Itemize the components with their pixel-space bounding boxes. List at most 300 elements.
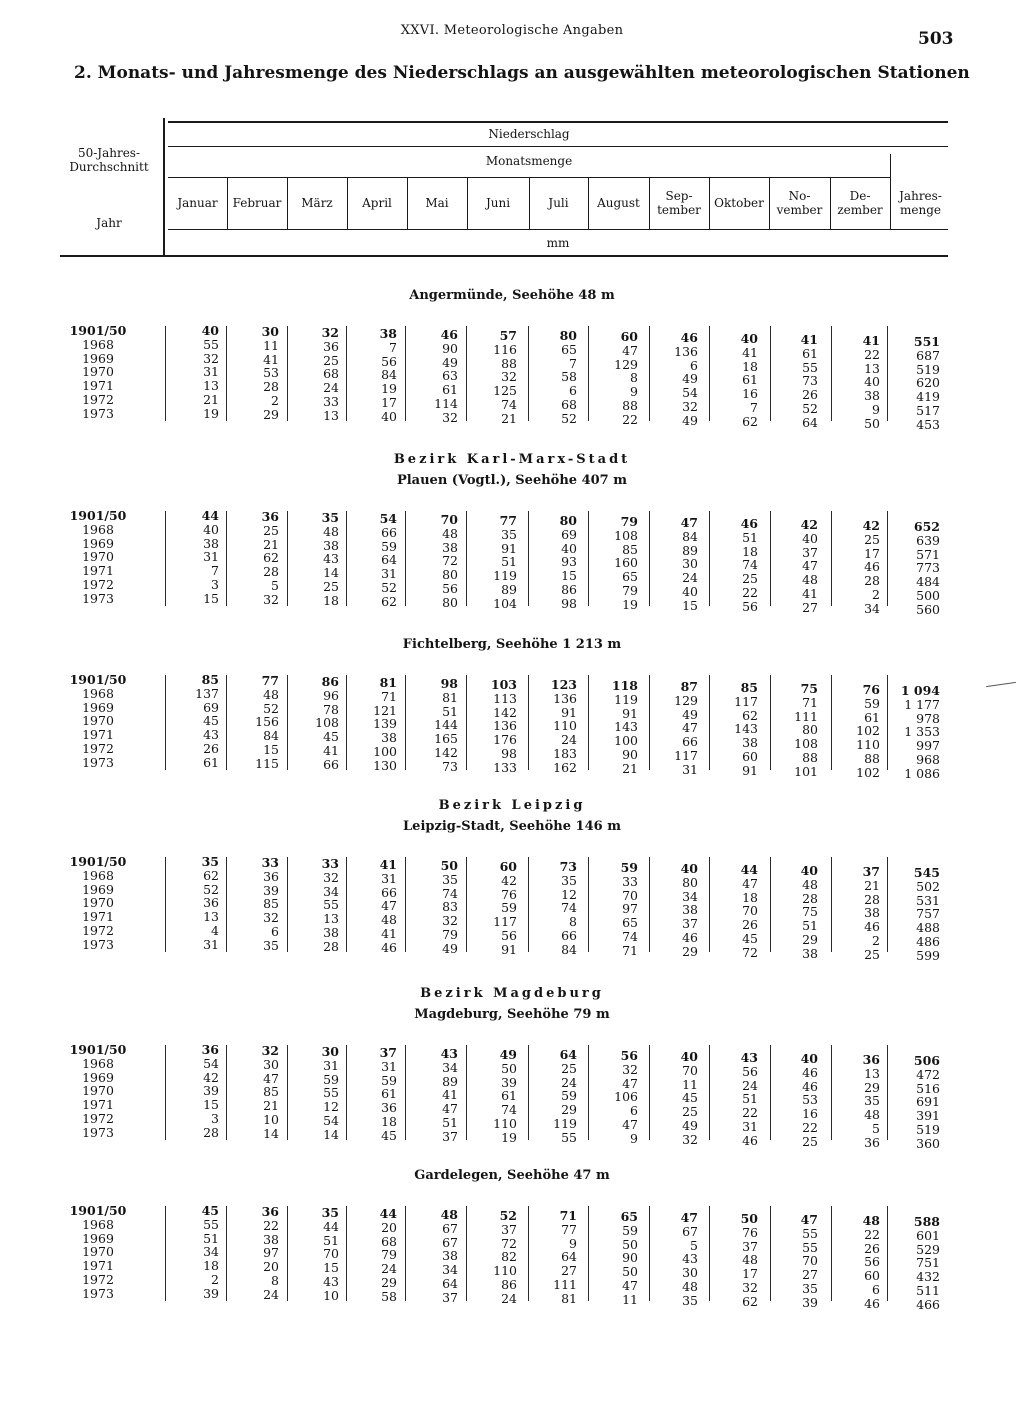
- precipitation-cell: 98: [440, 676, 458, 691]
- precipitation-cell: 70: [323, 1246, 339, 1262]
- precipitation-cell: 47: [263, 1070, 279, 1086]
- precipitation-cell: 39: [501, 1074, 517, 1090]
- header-month-7: [588, 181, 649, 225]
- precipitation-cell: 142: [434, 744, 458, 760]
- precipitation-cell: 35: [864, 1093, 880, 1109]
- header-month-1: [227, 181, 287, 225]
- precipitation-cell: 119: [493, 568, 517, 584]
- precipitation-cell: 80: [682, 874, 698, 890]
- month-column: [347, 327, 397, 424]
- precipitation-cell: 67: [682, 1223, 698, 1239]
- header-month-6-label: Juli: [548, 196, 569, 210]
- precipitation-cell: 143: [734, 721, 758, 737]
- column-separator: [887, 857, 888, 952]
- annual-total-cell: 968: [916, 751, 940, 767]
- precipitation-cell: 60: [864, 1268, 880, 1284]
- precipitation-cell: 64: [802, 414, 818, 430]
- precipitation-cell: 28: [864, 573, 880, 589]
- year-label: 1969: [82, 350, 114, 366]
- precipitation-cell: 80: [559, 328, 577, 343]
- precipitation-cell: 40: [800, 863, 818, 878]
- precipitation-cell: 65: [622, 569, 638, 585]
- precipitation-cell: 62: [742, 413, 758, 429]
- running-head: XXVI. Meteorologische Angaben: [400, 23, 624, 38]
- precipitation-cell: 15: [323, 1260, 339, 1276]
- precipitation-cell: 29: [381, 1274, 397, 1290]
- precipitation-cell: 110: [493, 1263, 517, 1279]
- precipitation-cell: 30: [682, 556, 698, 572]
- annual-total-cell: 1 353: [904, 724, 940, 740]
- precipitation-cell: 144: [434, 717, 458, 733]
- precipitation-cell: 51: [442, 1114, 458, 1130]
- precipitation-cell: 75: [800, 681, 818, 696]
- precipitation-cell: 26: [802, 387, 818, 403]
- precipitation-cell: 79: [622, 582, 638, 598]
- precipitation-cell: 91: [561, 704, 577, 720]
- precipitation-cell: 45: [381, 1127, 397, 1143]
- precipitation-cell: 160: [614, 555, 638, 571]
- precipitation-cell: 69: [561, 526, 577, 542]
- year-label: 1968: [82, 685, 114, 701]
- precipitation-cell: 46: [864, 559, 880, 575]
- station-heading: Fichtelberg, Seehöhe 1 213 m: [402, 637, 622, 652]
- precipitation-cell: 110: [493, 1115, 517, 1131]
- header-stub-divider: [163, 118, 165, 256]
- column-separator: [226, 326, 227, 421]
- precipitation-cell: 47: [742, 875, 758, 891]
- precipitation-cell: 28: [323, 938, 339, 954]
- precipitation-cell: 51: [203, 1230, 219, 1246]
- year-label: 1972: [82, 740, 114, 756]
- header-month-4-label: Mai: [425, 196, 449, 210]
- year-label: 1968: [82, 867, 114, 883]
- column-separator: [887, 511, 888, 606]
- precipitation-cell: 117: [493, 914, 517, 930]
- column-separator: [405, 1045, 406, 1140]
- precipitation-cell: 37: [442, 1128, 458, 1144]
- precipitation-cell: 61: [864, 709, 880, 725]
- precipitation-cell: 48: [381, 912, 397, 928]
- annual-total-column: [890, 684, 940, 781]
- header-month-dezember: [830, 181, 890, 225]
- precipitation-cell: 73: [802, 373, 818, 389]
- precipitation-cell: 51: [323, 1232, 339, 1248]
- precipitation-cell: 28: [864, 891, 880, 907]
- precipitation-cell: 33: [323, 393, 339, 409]
- header-jahresmenge-line1: Jahres-: [899, 189, 942, 203]
- precipitation-cell: 81: [442, 689, 458, 705]
- precipitation-cell: 89: [501, 581, 517, 597]
- precipitation-cell: 61: [742, 372, 758, 388]
- precipitation-cell: 49: [682, 706, 698, 722]
- precipitation-cell: 86: [501, 1276, 517, 1292]
- header-month-2: [287, 181, 347, 225]
- precipitation-cell: 90: [622, 746, 638, 762]
- precipitation-cell: 46: [740, 516, 758, 531]
- month-column: [830, 519, 880, 616]
- year-label: 1968: [82, 336, 114, 352]
- bezirk-heading: Bezirk Magdeburg: [420, 986, 604, 1001]
- precipitation-cell: 59: [864, 695, 880, 711]
- precipitation-cell: 41: [442, 1087, 458, 1103]
- precipitation-cell: 27: [802, 599, 818, 615]
- month-column: [467, 1209, 517, 1306]
- month-column: [648, 862, 698, 959]
- precipitation-cell: 68: [323, 366, 339, 382]
- month-column: [229, 325, 279, 422]
- precipitation-cell: 38: [864, 905, 880, 921]
- precipitation-cell: 74: [742, 557, 758, 573]
- precipitation-cell: 110: [553, 718, 577, 734]
- header-month-oktober: [709, 181, 769, 225]
- month-column: [467, 678, 517, 775]
- precipitation-cell: 60: [742, 748, 758, 764]
- precipitation-cell: 80: [559, 513, 577, 528]
- precipitation-cell: 8: [271, 1272, 279, 1288]
- precipitation-cell: 10: [263, 1111, 279, 1127]
- precipitation-cell: 54: [379, 511, 397, 526]
- header-month-dezember-label-line2: zember: [837, 203, 883, 217]
- precipitation-cell: 40: [203, 521, 219, 537]
- precipitation-cell: 104: [493, 595, 517, 611]
- precipitation-cell: 25: [323, 352, 339, 368]
- month-column: [229, 1044, 279, 1141]
- precipitation-cell: 37: [802, 544, 818, 560]
- header-jahresmenge-line2: menge: [900, 203, 941, 217]
- precipitation-cell: 33: [622, 873, 638, 889]
- precipitation-cell: 84: [682, 528, 698, 544]
- precipitation-cell: 52: [381, 579, 397, 595]
- precipitation-cell: 6: [872, 1281, 880, 1297]
- month-column: [527, 678, 577, 775]
- month-column: [289, 326, 339, 423]
- precipitation-cell: 66: [561, 927, 577, 943]
- precipitation-cell: 32: [442, 409, 458, 425]
- precipitation-cell: 61: [802, 345, 818, 361]
- precipitation-cell: 70: [622, 887, 638, 903]
- precipitation-cell: 29: [561, 1102, 577, 1118]
- precipitation-cell: 64: [559, 1047, 577, 1062]
- precipitation-cell: 36: [323, 338, 339, 354]
- precipitation-cell: 39: [203, 1083, 219, 1099]
- annual-total-cell: 486: [916, 933, 940, 949]
- annual-total-column: [890, 335, 940, 432]
- precipitation-cell: 21: [263, 1098, 279, 1114]
- precipitation-cell: 51: [501, 554, 517, 570]
- precipitation-cell: 41: [742, 344, 758, 360]
- precipitation-cell: 17: [864, 545, 880, 561]
- precipitation-cell: 46: [802, 1064, 818, 1080]
- precipitation-cell: 74: [501, 1102, 517, 1118]
- precipitation-cell: 32: [203, 350, 219, 366]
- year-label: 1901/50: [69, 508, 127, 523]
- precipitation-cell: 162: [553, 759, 577, 775]
- precipitation-cell: 18: [323, 592, 339, 608]
- precipitation-cell: 13: [203, 378, 219, 394]
- precipitation-cell: 46: [680, 330, 698, 345]
- month-column: [229, 674, 279, 771]
- annual-total-cell: 466: [916, 1296, 940, 1312]
- precipitation-cell: 86: [561, 581, 577, 597]
- precipitation-cell: 36: [261, 509, 279, 524]
- precipitation-cell: 55: [802, 1225, 818, 1241]
- precipitation-cell: 32: [682, 1131, 698, 1147]
- precipitation-cell: 21: [203, 391, 219, 407]
- annual-total-cell: 432: [916, 1269, 940, 1285]
- month-column: [588, 515, 638, 612]
- annual-total-cell: 601: [916, 1227, 940, 1243]
- precipitation-cell: 50: [622, 1236, 638, 1252]
- month-column: [289, 511, 339, 608]
- precipitation-cell: 32: [263, 591, 279, 607]
- precipitation-cell: 55: [323, 897, 339, 913]
- precipitation-cell: 32: [742, 1279, 758, 1295]
- month-column: [830, 1053, 880, 1150]
- precipitation-cell: 64: [442, 1275, 458, 1291]
- month-column: [467, 860, 517, 957]
- precipitation-cell: 61: [381, 1086, 397, 1102]
- precipitation-cell: 38: [442, 1248, 458, 1264]
- table-title: 2. Monats- und Jahresmenge des Niederschlags an ausgewählten meteorologischen Stationen: [74, 63, 970, 83]
- precipitation-cell: 22: [864, 346, 880, 362]
- precipitation-cell: 5: [690, 1237, 698, 1253]
- precipitation-cell: 72: [442, 553, 458, 569]
- header-month-7-label: August: [597, 196, 640, 210]
- header-column-divider: [709, 177, 710, 229]
- precipitation-cell: 63: [442, 368, 458, 384]
- precipitation-cell: 9: [630, 384, 638, 400]
- precipitation-cell: 102: [856, 764, 880, 780]
- precipitation-cell: 15: [203, 590, 219, 606]
- year-label: 1970: [82, 364, 114, 380]
- precipitation-cell: 49: [499, 1047, 517, 1062]
- precipitation-cell: 28: [263, 564, 279, 580]
- precipitation-cell: 70: [742, 903, 758, 919]
- precipitation-cell: 59: [323, 1071, 339, 1087]
- station-heading: Magdeburg, Seehöhe 79 m: [414, 1007, 610, 1022]
- precipitation-cell: 15: [561, 568, 577, 584]
- precipitation-cell: 7: [211, 563, 219, 579]
- precipitation-cell: 66: [381, 524, 397, 540]
- year-label: 1970: [82, 895, 114, 911]
- precipitation-cell: 102: [856, 723, 880, 739]
- precipitation-cell: 11: [622, 1291, 638, 1307]
- precipitation-cell: 29: [682, 943, 698, 959]
- month-column: [768, 1052, 818, 1149]
- precipitation-cell: 121: [373, 702, 397, 718]
- precipitation-cell: 51: [442, 703, 458, 719]
- precipitation-cell: 136: [553, 690, 577, 706]
- precipitation-cell: 28: [263, 379, 279, 395]
- precipitation-cell: 43: [740, 1050, 758, 1065]
- column-separator: [405, 511, 406, 606]
- precipitation-cell: 96: [323, 687, 339, 703]
- month-column: [708, 681, 758, 778]
- month-column: [768, 682, 818, 779]
- month-column: [708, 1051, 758, 1148]
- precipitation-cell: 9: [630, 1130, 638, 1146]
- precipitation-cell: 19: [622, 596, 638, 612]
- year-label: 1969: [82, 1069, 114, 1085]
- annual-total-cell: 1 094: [900, 683, 940, 698]
- precipitation-cell: 20: [381, 1219, 397, 1235]
- precipitation-cell: 32: [321, 325, 339, 340]
- precipitation-cell: 77: [261, 673, 279, 688]
- precipitation-cell: 52: [203, 881, 219, 897]
- precipitation-cell: 24: [501, 1290, 517, 1306]
- precipitation-cell: 49: [682, 371, 698, 387]
- precipitation-cell: 35: [561, 872, 577, 888]
- stub-label-line3: Jahr: [96, 216, 122, 230]
- precipitation-cell: 103: [490, 677, 517, 692]
- year-label: 1971: [82, 378, 114, 394]
- annual-total-cell: 687: [916, 347, 940, 363]
- precipitation-cell: 31: [742, 1118, 758, 1134]
- header-month-september: [649, 181, 709, 225]
- month-column: [408, 677, 458, 774]
- precipitation-cell: 70: [682, 1062, 698, 1078]
- annual-total-column: [890, 520, 940, 617]
- annual-total-cell: 588: [913, 1214, 940, 1229]
- precipitation-cell: 33: [321, 856, 339, 871]
- precipitation-cell: 22: [742, 584, 758, 600]
- stub-label-line2: Durchschnitt: [69, 160, 149, 174]
- month-column: [648, 1211, 698, 1308]
- year-label: 1973: [82, 1285, 114, 1301]
- precipitation-cell: 55: [323, 1085, 339, 1101]
- column-separator: [287, 675, 288, 770]
- precipitation-cell: 90: [622, 1250, 638, 1266]
- precipitation-cell: 46: [742, 1132, 758, 1148]
- precipitation-cell: 35: [682, 1292, 698, 1308]
- precipitation-cell: 62: [742, 1293, 758, 1309]
- precipitation-cell: 47: [622, 1116, 638, 1132]
- precipitation-cell: 136: [493, 718, 517, 734]
- month-column: [708, 517, 758, 614]
- precipitation-cell: 29: [864, 1079, 880, 1095]
- precipitation-cell: 49: [682, 1117, 698, 1133]
- precipitation-cell: 40: [680, 1049, 698, 1064]
- precipitation-cell: 74: [501, 396, 517, 412]
- precipitation-cell: 31: [381, 1058, 397, 1074]
- column-separator: [887, 1206, 888, 1301]
- precipitation-cell: 36: [203, 895, 219, 911]
- month-column: [347, 1207, 397, 1304]
- precipitation-cell: 68: [381, 1233, 397, 1249]
- column-separator: [405, 675, 406, 770]
- annual-total-cell: 484: [916, 574, 940, 590]
- precipitation-cell: 37: [379, 1045, 397, 1060]
- precipitation-cell: 27: [561, 1263, 577, 1279]
- precipitation-cell: 56: [501, 927, 517, 943]
- precipitation-cell: 46: [381, 939, 397, 955]
- annual-total-cell: 691: [916, 1094, 940, 1110]
- precipitation-cell: 14: [323, 565, 339, 581]
- precipitation-cell: 87: [680, 679, 698, 694]
- precipitation-cell: 51: [802, 918, 818, 934]
- station-heading: Angermünde, Seehöhe 48 m: [409, 288, 615, 303]
- annual-total-cell: 391: [916, 1108, 940, 1124]
- precipitation-cell: 47: [682, 720, 698, 736]
- precipitation-cell: 81: [561, 1290, 577, 1306]
- month-column: [768, 864, 818, 961]
- year-label: 1973: [82, 590, 114, 606]
- precipitation-cell: 110: [856, 737, 880, 753]
- column-separator: [287, 857, 288, 952]
- precipitation-cell: 156: [255, 714, 279, 730]
- column-separator: [287, 511, 288, 606]
- year-label: 1971: [82, 909, 114, 925]
- annual-total-cell: 1 177: [904, 696, 940, 712]
- precipitation-cell: 55: [203, 336, 219, 352]
- precipitation-cell: 34: [203, 1244, 219, 1260]
- precipitation-cell: 116: [493, 341, 517, 357]
- header-column-divider: [830, 177, 831, 229]
- precipitation-cell: 72: [501, 1235, 517, 1251]
- precipitation-cell: 41: [862, 333, 880, 348]
- header-month-dezember-label-line1: De-: [849, 189, 871, 203]
- precipitation-cell: 43: [203, 727, 219, 743]
- month-column: [289, 1206, 339, 1303]
- precipitation-cell: 56: [864, 1254, 880, 1270]
- precipitation-cell: 13: [864, 1065, 880, 1081]
- month-column: [708, 863, 758, 960]
- precipitation-cell: 47: [680, 515, 698, 530]
- month-column: [527, 1209, 577, 1306]
- precipitation-cell: 50: [740, 1211, 758, 1226]
- precipitation-cell: 47: [442, 1101, 458, 1117]
- year-label: 1968: [82, 1055, 114, 1071]
- precipitation-cell: 71: [559, 1208, 577, 1223]
- precipitation-cell: 35: [321, 1205, 339, 1220]
- month-column: [588, 1210, 638, 1307]
- precipitation-cell: 32: [682, 398, 698, 414]
- column-separator: [287, 1045, 288, 1140]
- precipitation-cell: 31: [203, 549, 219, 565]
- precipitation-cell: 3: [211, 1110, 219, 1126]
- annual-total-cell: 517: [916, 402, 940, 418]
- precipitation-cell: 98: [501, 745, 517, 761]
- header-monatsmenge: Monatsmenge: [485, 154, 573, 168]
- precipitation-cell: 21: [501, 410, 517, 426]
- annual-total-cell: 639: [916, 532, 940, 548]
- precipitation-cell: 76: [862, 682, 880, 697]
- precipitation-cell: 43: [440, 1046, 458, 1061]
- precipitation-cell: 40: [802, 530, 818, 546]
- year-label: 1901/50: [69, 854, 127, 869]
- header-month-november-label-line2: vember: [776, 203, 823, 217]
- precipitation-cell: 55: [802, 1239, 818, 1255]
- precipitation-cell: 25: [263, 522, 279, 538]
- column-separator: [405, 326, 406, 421]
- precipitation-cell: 42: [862, 518, 880, 533]
- precipitation-cell: 30: [682, 1265, 698, 1281]
- year-label: 1969: [82, 881, 114, 897]
- precipitation-cell: 21: [622, 760, 638, 776]
- precipitation-cell: 19: [501, 1129, 517, 1145]
- precipitation-cell: 60: [620, 329, 638, 344]
- precipitation-cell: 84: [263, 728, 279, 744]
- precipitation-cell: 53: [263, 365, 279, 381]
- precipitation-cell: 29: [802, 931, 818, 947]
- precipitation-cell: 113: [493, 690, 517, 706]
- precipitation-cell: 142: [493, 704, 517, 720]
- precipitation-cell: 73: [559, 859, 577, 874]
- precipitation-cell: 67: [442, 1234, 458, 1250]
- header-column-divider: [287, 177, 288, 229]
- precipitation-cell: 52: [561, 410, 577, 426]
- annual-total-cell: 997: [916, 738, 940, 754]
